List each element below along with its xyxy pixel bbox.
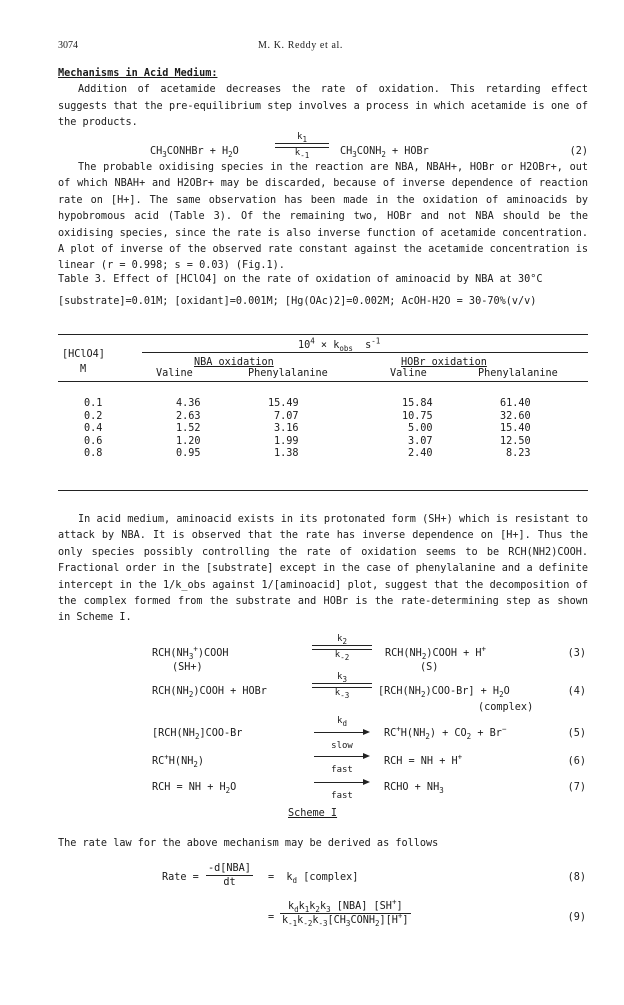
cell-hobr-valine: 10.75 bbox=[402, 410, 433, 422]
paragraph-3-block bbox=[58, 512, 588, 627]
eq8-denominator: dt bbox=[223, 877, 236, 888]
scheme-eq5-left: [$RCH(NH_2]COO-Br$ bbox=[152, 728, 243, 742]
section-heading: Mechanisms in Acid Medium: bbox=[58, 68, 218, 79]
cell-hclo4: 0.2 bbox=[84, 410, 103, 422]
table-top-rule bbox=[58, 334, 588, 335]
eq9-numerator: $k_dk_1k_2k_3$ [NBA] [SH+] bbox=[280, 900, 411, 914]
scheme-eq6-number: (6) bbox=[567, 756, 586, 767]
cell-nba-phe: 1.99 bbox=[274, 435, 299, 447]
eq9-fraction bbox=[280, 897, 411, 929]
cell-hobr-phe: 61.40 bbox=[500, 398, 531, 409]
eq2-equilibrium-arrows: $k_1$ $k_{-1}$ bbox=[275, 132, 329, 158]
table-group-hobr: HOBr oxidation bbox=[401, 357, 487, 368]
table-header-rule bbox=[142, 352, 588, 353]
table-bottom-rule bbox=[58, 490, 588, 491]
table-caption: Table 3. Effect of [HClO4] on the rate of oxidation of aminoacid by NBA at 30°C bbox=[58, 274, 543, 285]
table-col-unit: M bbox=[80, 364, 87, 375]
cell-hclo4: 0.1 bbox=[84, 398, 103, 409]
eq9-number: (9) bbox=[567, 912, 586, 923]
cell-hobr-phe: 8.23 bbox=[506, 448, 531, 459]
scheme-eq3-number: (3) bbox=[567, 648, 586, 659]
eq8-fraction bbox=[206, 862, 253, 889]
scheme-eq4-arrows: $k_3$ $k_{-3}$ bbox=[312, 672, 372, 698]
cell-hclo4: 0.6 bbox=[84, 435, 103, 447]
table-subheader-3: Valine bbox=[390, 368, 427, 379]
scheme-eq6-right: RCH = NH + H+ bbox=[384, 752, 463, 767]
table-subheader-1: Valine bbox=[156, 368, 193, 379]
running-head: M. K. Reddy et al. bbox=[258, 40, 343, 51]
scheme-eq7-number: (7) bbox=[567, 782, 586, 793]
table-conditions: [substrate]=0.01M; [oxidant]=0.001M; [Hg(OAc)2]=0.002M; AcOH-H2O = 30-70%(v/v) bbox=[58, 296, 537, 308]
cell-hclo4: 0.8 bbox=[84, 448, 103, 459]
paragraph-3: In acid medium, aminoacid exists in its protonated form (SH+) which is resistant to attack by NBA. It is observed that the rate has inverse dependence on [H+]. Thus the only species possibly controlling the rate of oxidation seems to be RCH(NH2)COOH. Fractional order in the [substrate] except in the case of phenylalanine and a definite intercept in the 1/k_obs against 1/[aminoacid] plot, suggest that the decomposition of the complex formed from the substrate and HOBr is the rate-determining step as shown in Scheme I. bbox=[58, 514, 588, 624]
eq2-right: $CH_3CONH_2$ + HOBr bbox=[340, 146, 429, 160]
table-subheader-2: Phenylalanine bbox=[248, 368, 328, 379]
cell-nba-valine: 2.63 bbox=[176, 410, 201, 422]
cell-hobr-phe: 12.50 bbox=[500, 435, 531, 447]
table-col-label: [HClO4] bbox=[62, 349, 105, 360]
cell-nba-phe: 3.16 bbox=[274, 423, 299, 434]
table-rate-header: $10^4 \times k_{obs}$ $s^{-1}$ bbox=[298, 336, 381, 354]
eq2-left: $CH_3CONHBr + H_2O$ bbox=[150, 146, 239, 160]
eq8-rhs: = $k_d$ [complex] bbox=[268, 872, 359, 886]
cell-hobr-valine: 3.07 bbox=[408, 435, 433, 447]
scheme-eq3-right: $RCH(NH_2)COOH + H^+$ bbox=[385, 644, 487, 662]
cell-hobr-phe: 32.60 bbox=[500, 410, 531, 422]
eq9-equals: = bbox=[268, 912, 275, 923]
equation-9 bbox=[58, 897, 588, 936]
paragraph-2: The probable oxidising species in the reaction are NBA, NBAH+, HOBr or H2OBr+, out of which NBAH+ and H2OBr+ may be discarded, because of inverse dependence of reaction rate on [H+]. The same observation has been made in the oxidation of aminoacids by hypobromous acid (Table 3). Of the remaining two, HOBr and not NBA should be the oxidising species, since the rate is also inverse function of acetamide concentration. A plot of inverse of the observed rate constant against the acetamide concentration is linear (r = 0.998; s = 0.03) (Fig.1). bbox=[58, 162, 588, 272]
paragraph-1: Addition of acetamide decreases the rate of oxidation. This retarding effect suggests that the pre-equilibrium step involves a process in which acetamide is one of the products. bbox=[58, 84, 588, 129]
scheme-eq7-right: RCHO + $NH_3$ bbox=[384, 782, 444, 796]
cell-nba-phe: 1.38 bbox=[274, 448, 299, 459]
table-group-nba: NBA oxidation bbox=[194, 357, 274, 368]
scheme-eq7-left: RCH = NH + $H_2O$ bbox=[152, 782, 237, 796]
cell-nba-valine: 1.20 bbox=[176, 435, 201, 447]
scheme-eq4-right: $[RCH(NH_2)COO-Br] + H_2O$ bbox=[378, 686, 510, 700]
scheme-eq3-arrows: $k_2$ $k_{-2}$ bbox=[312, 634, 372, 660]
table-data bbox=[58, 396, 588, 466]
cell-nba-valine: 4.36 bbox=[176, 398, 201, 409]
table-row bbox=[58, 409, 588, 422]
cell-nba-valine: 1.52 bbox=[176, 423, 201, 434]
scheme-eq5-number: (5) bbox=[567, 728, 586, 739]
scheme-eq6-arrow: fast bbox=[314, 750, 370, 775]
scheme-eq3-left: $RCH(NH_3^+)COOH$ bbox=[152, 644, 229, 662]
cell-hobr-valine: 5.00 bbox=[408, 423, 433, 434]
scheme-eq3-left-label: (SH+) bbox=[172, 662, 203, 673]
cell-nba-phe: 15.49 bbox=[268, 398, 299, 409]
cell-hclo4: 0.4 bbox=[84, 423, 103, 434]
eq9-denominator: $k_{-1}k_{-2}k_{-3}[CH_3CONH_2][H^+]$ bbox=[282, 911, 409, 929]
scheme-title: Scheme I bbox=[288, 808, 338, 819]
paragraph-2-block bbox=[58, 160, 588, 275]
eq8-lhs: Rate = bbox=[162, 872, 199, 883]
scheme-eq6-left: $RC^+H(NH_2)$ bbox=[152, 752, 204, 770]
table-mid-rule bbox=[58, 381, 588, 382]
equation-2 bbox=[58, 132, 588, 160]
right-arrow-icon bbox=[314, 727, 370, 739]
section-block bbox=[58, 66, 588, 132]
right-arrow-icon bbox=[314, 777, 370, 789]
scheme-eq4-left: $RCH(NH_2)COOH$ + HOBr bbox=[152, 686, 267, 700]
scheme-eq5-arrow: $k_d$ slow bbox=[314, 716, 370, 751]
scheme-eq4-number: (4) bbox=[567, 686, 586, 697]
eq8-number: (8) bbox=[567, 872, 586, 883]
scheme-eq7-arrow: fast bbox=[314, 776, 370, 801]
cell-nba-valine: 0.95 bbox=[176, 448, 201, 459]
table-subheader-4: Phenylalanine bbox=[478, 368, 558, 379]
scheme-eq3-right-label: (S) bbox=[420, 662, 439, 673]
eq2-number: (2) bbox=[569, 146, 588, 157]
scheme-1 bbox=[58, 634, 588, 828]
table-row bbox=[58, 421, 588, 434]
rate-law-intro: The rate law for the above mechanism may be derived as follows bbox=[58, 838, 439, 849]
equation-8 bbox=[58, 862, 588, 892]
scheme-eq4-right-label: (complex) bbox=[478, 702, 534, 713]
page-number: 3074 bbox=[58, 40, 78, 51]
cell-hobr-valine: 15.84 bbox=[402, 398, 433, 409]
eq8-numerator: -d[NBA] bbox=[208, 863, 251, 874]
table-row bbox=[58, 446, 588, 459]
table-row bbox=[58, 434, 588, 447]
scheme-eq5-right: $RC^+H(NH_2) + CO_2 + Br^-$ bbox=[384, 724, 507, 742]
cell-nba-phe: 7.07 bbox=[274, 410, 299, 422]
cell-hobr-valine: 2.40 bbox=[408, 448, 433, 459]
table-caption-block bbox=[58, 272, 588, 311]
right-arrow-icon bbox=[314, 751, 370, 763]
table-row bbox=[58, 396, 588, 409]
cell-hobr-phe: 15.40 bbox=[500, 423, 531, 434]
